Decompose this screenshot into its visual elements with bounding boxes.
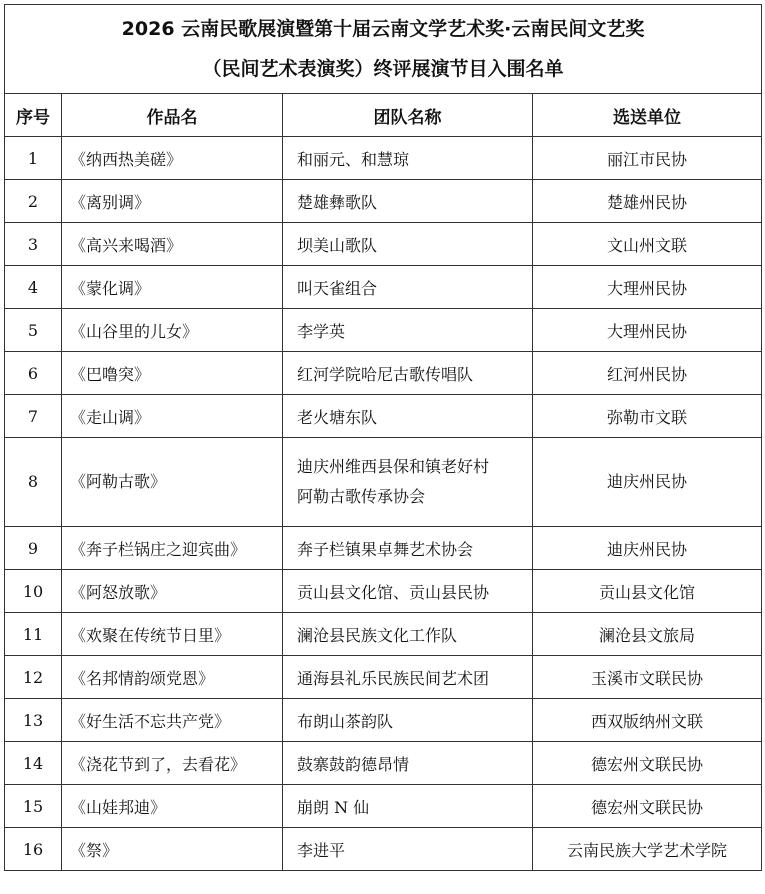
team-name-line: 李学英 (297, 321, 346, 341)
team-name (283, 395, 533, 438)
work-title: 《高兴来喝酒》 (62, 223, 283, 266)
column-header-team: 团队名称 (283, 94, 533, 137)
document-title-line-2: （民间艺术表演奖）终评展演节目入围名单 (202, 58, 564, 80)
submitting-unit: 玉溪市文联民协 (533, 656, 762, 699)
work-title: 《阿怒放歌》 (62, 570, 283, 613)
team-name-line: 奔子栏镇果卓舞艺术协会 (297, 539, 474, 559)
submitting-unit: 西双版纳州文联 (533, 699, 762, 742)
row-number: 1 (5, 137, 62, 180)
work-title: 《祭》 (62, 828, 283, 871)
team-name-line: 李进平 (297, 840, 346, 860)
team-name (283, 699, 533, 742)
row-number: 3 (5, 223, 62, 266)
team-name (283, 570, 533, 613)
row-number: 9 (5, 527, 62, 570)
submitting-unit: 大理州民协 (533, 309, 762, 352)
table-row (5, 352, 762, 395)
submitting-unit: 楚雄州民协 (533, 180, 762, 223)
team-name (283, 223, 533, 266)
table-row (5, 266, 762, 309)
work-title: 《奔子栏锅庄之迎宾曲》 (62, 527, 283, 570)
work-title: 《名邦情韵颂党恩》 (62, 656, 283, 699)
header-row (5, 94, 762, 137)
submitting-unit: 丽江市民协 (533, 137, 762, 180)
team-name-line: 和丽元、和慧琼 (297, 149, 410, 169)
row-number: 5 (5, 309, 62, 352)
table-row (5, 613, 762, 656)
team-name-line: 通海县礼乐民族民间艺术团 (297, 668, 490, 688)
column-header-num: 序号 (5, 94, 62, 137)
team-name-line: 迪庆州维西县保和镇老好村 (297, 457, 490, 476)
team-name-line: 鼓寨鼓韵德昂情 (297, 754, 410, 774)
table-row (5, 438, 762, 527)
team-name-line-2: 阿勒古歌传承协会 (297, 487, 426, 506)
table-row (5, 527, 762, 570)
row-number: 10 (5, 570, 62, 613)
row-number: 8 (5, 438, 62, 527)
submitting-unit: 文山州文联 (533, 223, 762, 266)
column-header-unit: 选送单位 (533, 94, 762, 137)
title-row (5, 5, 762, 94)
team-name (283, 828, 533, 871)
table-row (5, 699, 762, 742)
column-header-work: 作品名 (62, 94, 283, 137)
work-title: 《走山调》 (62, 395, 283, 438)
submitting-unit: 云南民族大学艺术学院 (533, 828, 762, 871)
row-number: 4 (5, 266, 62, 309)
row-number: 11 (5, 613, 62, 656)
team-name (283, 785, 533, 828)
table-row (5, 656, 762, 699)
document-title-line-1: 2026 云南民歌展演暨第十届云南文学艺术奖·云南民间文艺奖 (121, 18, 645, 40)
team-name (283, 438, 533, 527)
team-name (283, 352, 533, 395)
work-title: 《巴噜突》 (62, 352, 283, 395)
team-name (283, 527, 533, 570)
work-title: 《山谷里的儿女》 (62, 309, 283, 352)
shortlist-table (4, 4, 762, 871)
team-name-line: 楚雄彝歌队 (297, 192, 378, 212)
work-title: 《好生活不忘共产党》 (62, 699, 283, 742)
work-title: 《蒙化调》 (62, 266, 283, 309)
table-row (5, 742, 762, 785)
team-name (283, 309, 533, 352)
team-name-line: 坝美山歌队 (297, 235, 378, 255)
row-number: 12 (5, 656, 62, 699)
team-name (283, 137, 533, 180)
table-row (5, 828, 762, 871)
team-name (283, 180, 533, 223)
table-row (5, 309, 762, 352)
title-cell (5, 5, 762, 94)
submitting-unit: 德宏州文联民协 (533, 785, 762, 828)
work-title: 《离别调》 (62, 180, 283, 223)
submitting-unit: 德宏州文联民协 (533, 742, 762, 785)
submitting-unit: 迪庆州民协 (533, 527, 762, 570)
team-name (283, 613, 533, 656)
submitting-unit: 红河州民协 (533, 352, 762, 395)
row-number: 15 (5, 785, 62, 828)
work-title: 《山娃邦迪》 (62, 785, 283, 828)
row-number: 13 (5, 699, 62, 742)
row-number: 16 (5, 828, 62, 871)
row-number: 14 (5, 742, 62, 785)
team-name-line: 叫天雀组合 (297, 278, 378, 298)
row-number: 7 (5, 395, 62, 438)
work-title: 《阿勒古歌》 (62, 438, 283, 527)
team-name-line: 贡山县文化馆、贡山县民协 (297, 582, 490, 602)
table-row (5, 785, 762, 828)
team-name-line: 布朗山茶韵队 (297, 711, 394, 731)
row-number: 6 (5, 352, 62, 395)
submitting-unit: 弥勒市文联 (533, 395, 762, 438)
work-title: 《欢聚在传统节日里》 (62, 613, 283, 656)
table-row (5, 223, 762, 266)
table-row (5, 570, 762, 613)
row-number: 2 (5, 180, 62, 223)
work-title: 《纳西热美磋》 (62, 137, 283, 180)
submitting-unit: 迪庆州民协 (533, 438, 762, 527)
document-sheet (4, 4, 761, 871)
team-name-line: 澜沧县民族文化工作队 (297, 625, 458, 645)
table-row (5, 180, 762, 223)
team-name-line: 老火塘东队 (297, 407, 378, 427)
submitting-unit: 贡山县文化馆 (533, 570, 762, 613)
submitting-unit: 大理州民协 (533, 266, 762, 309)
team-name-line: 崩朗 N 仙 (297, 797, 370, 817)
work-title: 《浇花节到了，去看花》 (62, 742, 283, 785)
table-row (5, 395, 762, 438)
team-name (283, 656, 533, 699)
team-name (283, 742, 533, 785)
submitting-unit: 澜沧县文旅局 (533, 613, 762, 656)
table-row (5, 137, 762, 180)
team-name (283, 266, 533, 309)
team-name-line: 红河学院哈尼古歌传唱队 (297, 364, 474, 384)
